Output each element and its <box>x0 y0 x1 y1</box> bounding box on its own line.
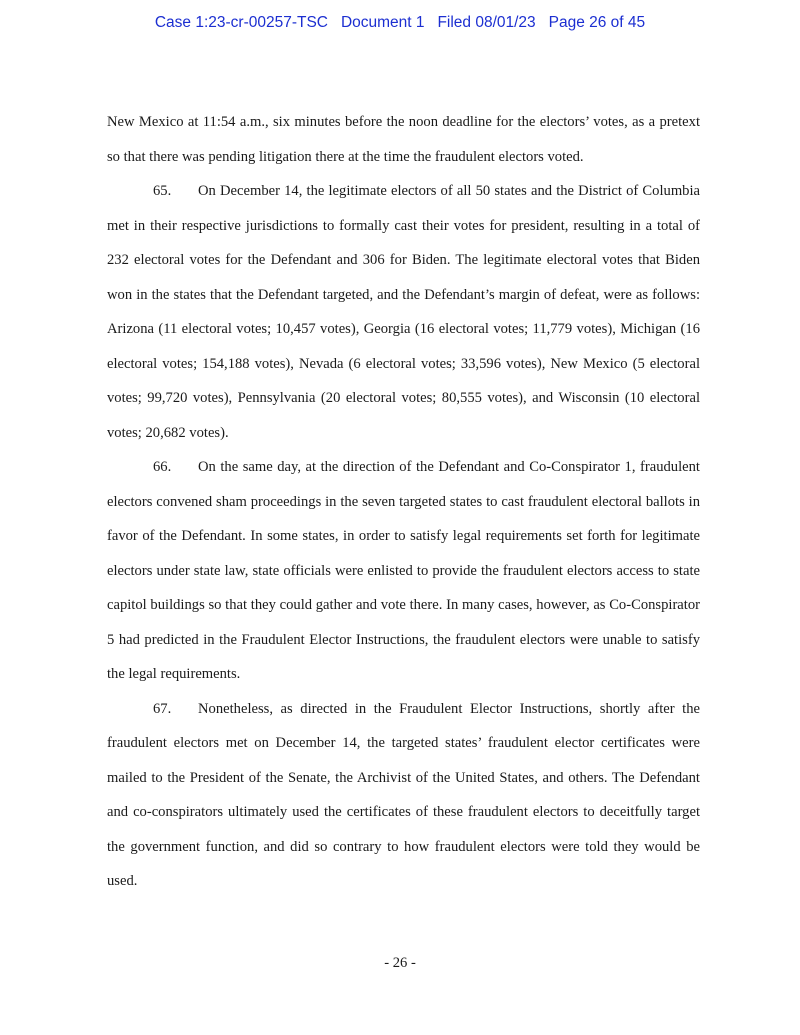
footer-page-number: - 26 - <box>384 955 416 971</box>
page-count: Page 26 of 45 <box>548 14 646 31</box>
document-body <box>107 105 700 899</box>
paragraph-text: Nonetheless, as directed in the Fraudulent Elector Instructions, shortly after the fraudulent electors met on December 14, the targeted states’ fraudulent elector certificates were mailed to the President of the Senate, the Archivist of the United States, and others. The Defendant and co-conspirators ultimately used the certificates of these fraudulent electors to deceitfully target the government function, and did so contrary to how fraudulent electors were told they would be used. <box>107 700 700 889</box>
paragraph-number: 65. <box>153 183 172 199</box>
filed-date: Filed 08/01/23 <box>437 14 536 31</box>
court-filing-header <box>0 14 800 32</box>
paragraph-continued <box>107 105 700 174</box>
paragraph-text: New Mexico at 11:54 a.m., six minutes before the noon deadline for the electors’ votes, as a pretext so that there was pending litigation there at the time the fraudulent electors voted. <box>107 114 700 165</box>
paragraph-text: On the same day, at the direction of the Defendant and Co-Conspirator 1, fraudulent electors convened sham proceedings in the seven targeted states to cast fraudulent electoral ballots in favor of the Defendant. In some states, in order to satisfy legal requirements set forth for legitimate electors under state law, state officials were enlisted to provide the fraudulent electors access to state capitol buildings so that they could gather and vote there. In many cases, however, as Co-Conspirator 5 had predicted in the Fraudulent Elector Instructions, the fraudulent electors were unable to satisfy the legal requirements. <box>107 459 700 682</box>
case-number: Case 1:23-cr-00257-TSC <box>154 14 329 31</box>
paragraph-65 <box>107 174 700 450</box>
paragraph-66 <box>107 450 700 692</box>
page-footer <box>0 955 800 972</box>
paragraph-number: 66. <box>153 459 172 475</box>
document-number: Document 1 <box>340 14 425 31</box>
paragraph-67 <box>107 692 700 899</box>
paragraph-text: On December 14, the legitimate electors of all 50 states and the District of Columbia met in their respective jurisdictions to formally cast their votes for president, resulting in a total of 232 electoral votes for the Defendant and 306 for Biden. The legitimate electoral votes that Biden won in the states that the Defendant targeted, and the Defendant’s margin of defeat, were as follows: Arizona (11 electoral votes; 10,457 votes), Georgia (16 electoral votes; 11,779 votes), Michigan (16 electoral votes; 154,188 votes), Nevada (6 electoral votes; 33,596 votes), New Mexico (5 electoral votes; 99,720 votes), Pennsylvania (20 electoral votes; 80,555 votes), and Wisconsin (10 electoral votes; 20,682 votes). <box>107 183 700 441</box>
paragraph-number: 67. <box>153 700 172 717</box>
